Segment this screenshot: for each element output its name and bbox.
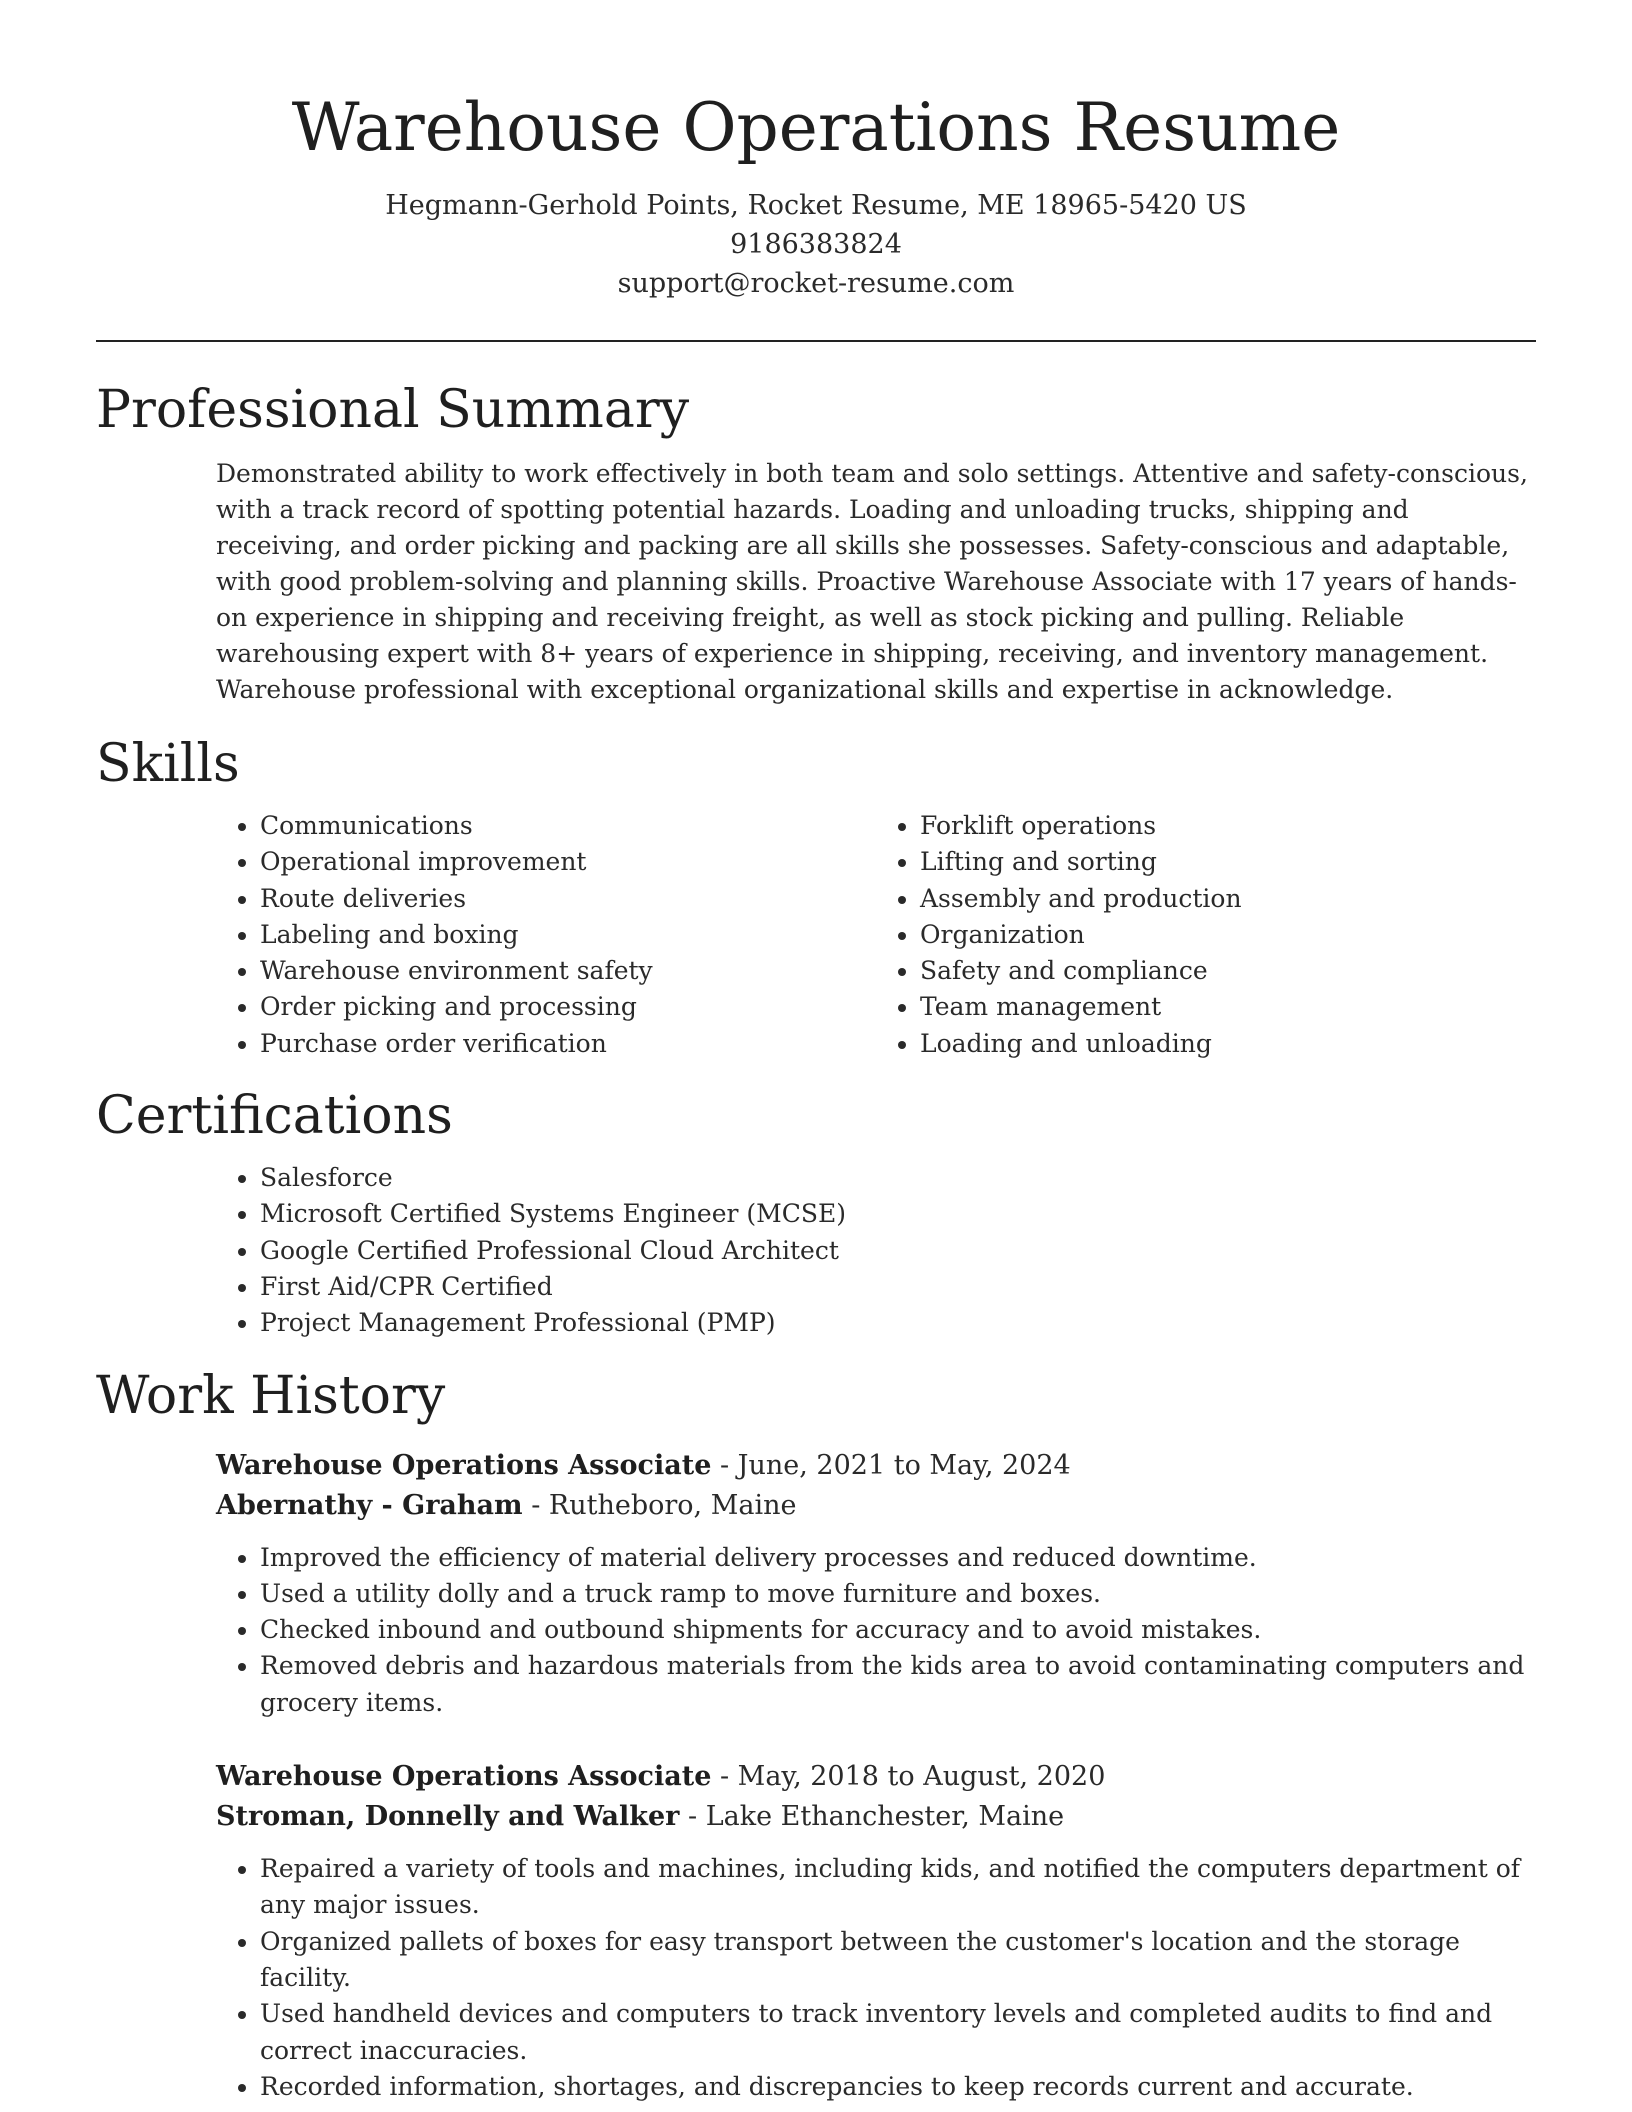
skill-item: • Warehouse environment safety (260, 953, 876, 989)
certifications-section (96, 1086, 1536, 1341)
job-company-line (216, 1486, 1536, 1526)
summary-heading: Professional Summary (96, 380, 690, 440)
job-bullet: • Removed debris and hazardous materials from the kids area to avoid contaminating computers and grocery items. (260, 1648, 1536, 1721)
job-company: Abernathy - Graham (216, 1489, 523, 1521)
skill-item: • Team management (920, 989, 1536, 1025)
job-title: Warehouse Operations Associate (216, 1449, 712, 1481)
contact-address: Hegmann-Gerhold Points, Rocket Resume, ME 18965-5420 US (385, 190, 1247, 221)
skill-item: • Labeling and boxing (260, 917, 876, 953)
summary-section (96, 380, 1536, 708)
job-bullet: • Improved the efficiency of material delivery processes and reduced downtime. (260, 1540, 1536, 1576)
job-bullet: • Repaired a variety of tools and machines, including kids, and notified the computers department of any major issues. (260, 1851, 1536, 1924)
skill-item: • Safety and compliance (920, 953, 1536, 989)
certification-item: • Project Management Professional (PMP) (260, 1305, 1536, 1341)
resume-header (96, 0, 1536, 303)
skill-item: • Route deliveries (260, 881, 876, 917)
job-title-line (216, 1757, 1536, 1797)
resume-title: Warehouse Operations Resume (291, 89, 1341, 166)
skill-item: • Forklift operations (920, 808, 1536, 844)
job-bullet: • Used a utility dolly and a truck ramp to move furniture and boxes. (260, 1576, 1536, 1612)
skills-list-right (876, 808, 1536, 1062)
job-location: - Lake Ethanchester, Maine (679, 1801, 1065, 1833)
work-history-section (96, 1366, 1536, 2106)
work-history-heading: Work History (96, 1365, 446, 1426)
job-bullets (216, 1540, 1536, 1721)
job-company: Stroman, Donnelly and Walker (216, 1801, 680, 1833)
job-dates: - May, 2018 to August, 2020 (711, 1761, 1106, 1793)
job-entry (216, 1446, 1536, 1721)
skill-item: • Organization (920, 917, 1536, 953)
job-bullets (216, 1851, 1536, 2105)
job-bullet: • Organized pallets of boxes for easy transport between the customer's location and the storage facility. (260, 1924, 1536, 1997)
certification-item: • Google Certified Professional Cloud Architect (260, 1233, 1536, 1269)
summary-text: Demonstrated ability to work effectively in both team and solo settings. Attentive and safety-conscious, with a track record of spotting potential hazards. Loading and unloading trucks, shipping and receiving, and order picking and packing are all skills she possesses. Safety-conscious and adaptable, with good problem-solving and planning skills. Proactive Warehouse Associate with 17 years of hands-on experience in shipping and receiving freight, as well as stock picking and pulling. Reliable warehousing expert with 8+ years of experience in shipping, receiving, and inventory management. Warehouse professional with exceptional organizational skills and expertise in acknowledge. (216, 459, 1528, 704)
contact-phone: 9186383824 (730, 229, 902, 260)
job-location: - Rutheboro, Maine (522, 1489, 797, 1521)
job-bullet: • Recorded information, shortages, and discrepancies to keep records current and accurate. (260, 2069, 1536, 2105)
skill-item: • Operational improvement (260, 844, 876, 880)
certifications-list (216, 1160, 1536, 1341)
job-entry (216, 1757, 1536, 2105)
skill-item: • Assembly and production (920, 881, 1536, 917)
skill-item: • Loading and unloading (920, 1026, 1536, 1062)
job-bullet: • Checked inbound and outbound shipments for accuracy and to avoid mistakes. (260, 1612, 1536, 1648)
job-dates: - June, 2021 to May, 2024 (711, 1449, 1071, 1481)
certification-item: • First Aid/CPR Certified (260, 1269, 1536, 1305)
certification-item: • Microsoft Certified Systems Engineer (MCSE) (260, 1196, 1536, 1232)
job-title-line (216, 1446, 1536, 1486)
job-company-line (216, 1797, 1536, 1837)
skill-item: • Order picking and processing (260, 989, 876, 1025)
skill-item: • Communications (260, 808, 876, 844)
skill-item: • Purchase order verification (260, 1026, 876, 1062)
skills-list-left (216, 808, 876, 1062)
certifications-heading: Certifications (96, 1086, 453, 1147)
job-bullet: • Used handheld devices and computers to track inventory levels and completed audits to find and correct inaccuracies. (260, 1996, 1536, 2069)
contact-email: support@rocket-resume.com (617, 268, 1015, 299)
header-divider (96, 340, 1536, 342)
skill-item: • Lifting and sorting (920, 844, 1536, 880)
job-title: Warehouse Operations Associate (216, 1761, 712, 1793)
skills-heading: Skills (96, 734, 240, 794)
certification-item: • Salesforce (260, 1160, 1536, 1196)
skills-section (96, 734, 1536, 1062)
